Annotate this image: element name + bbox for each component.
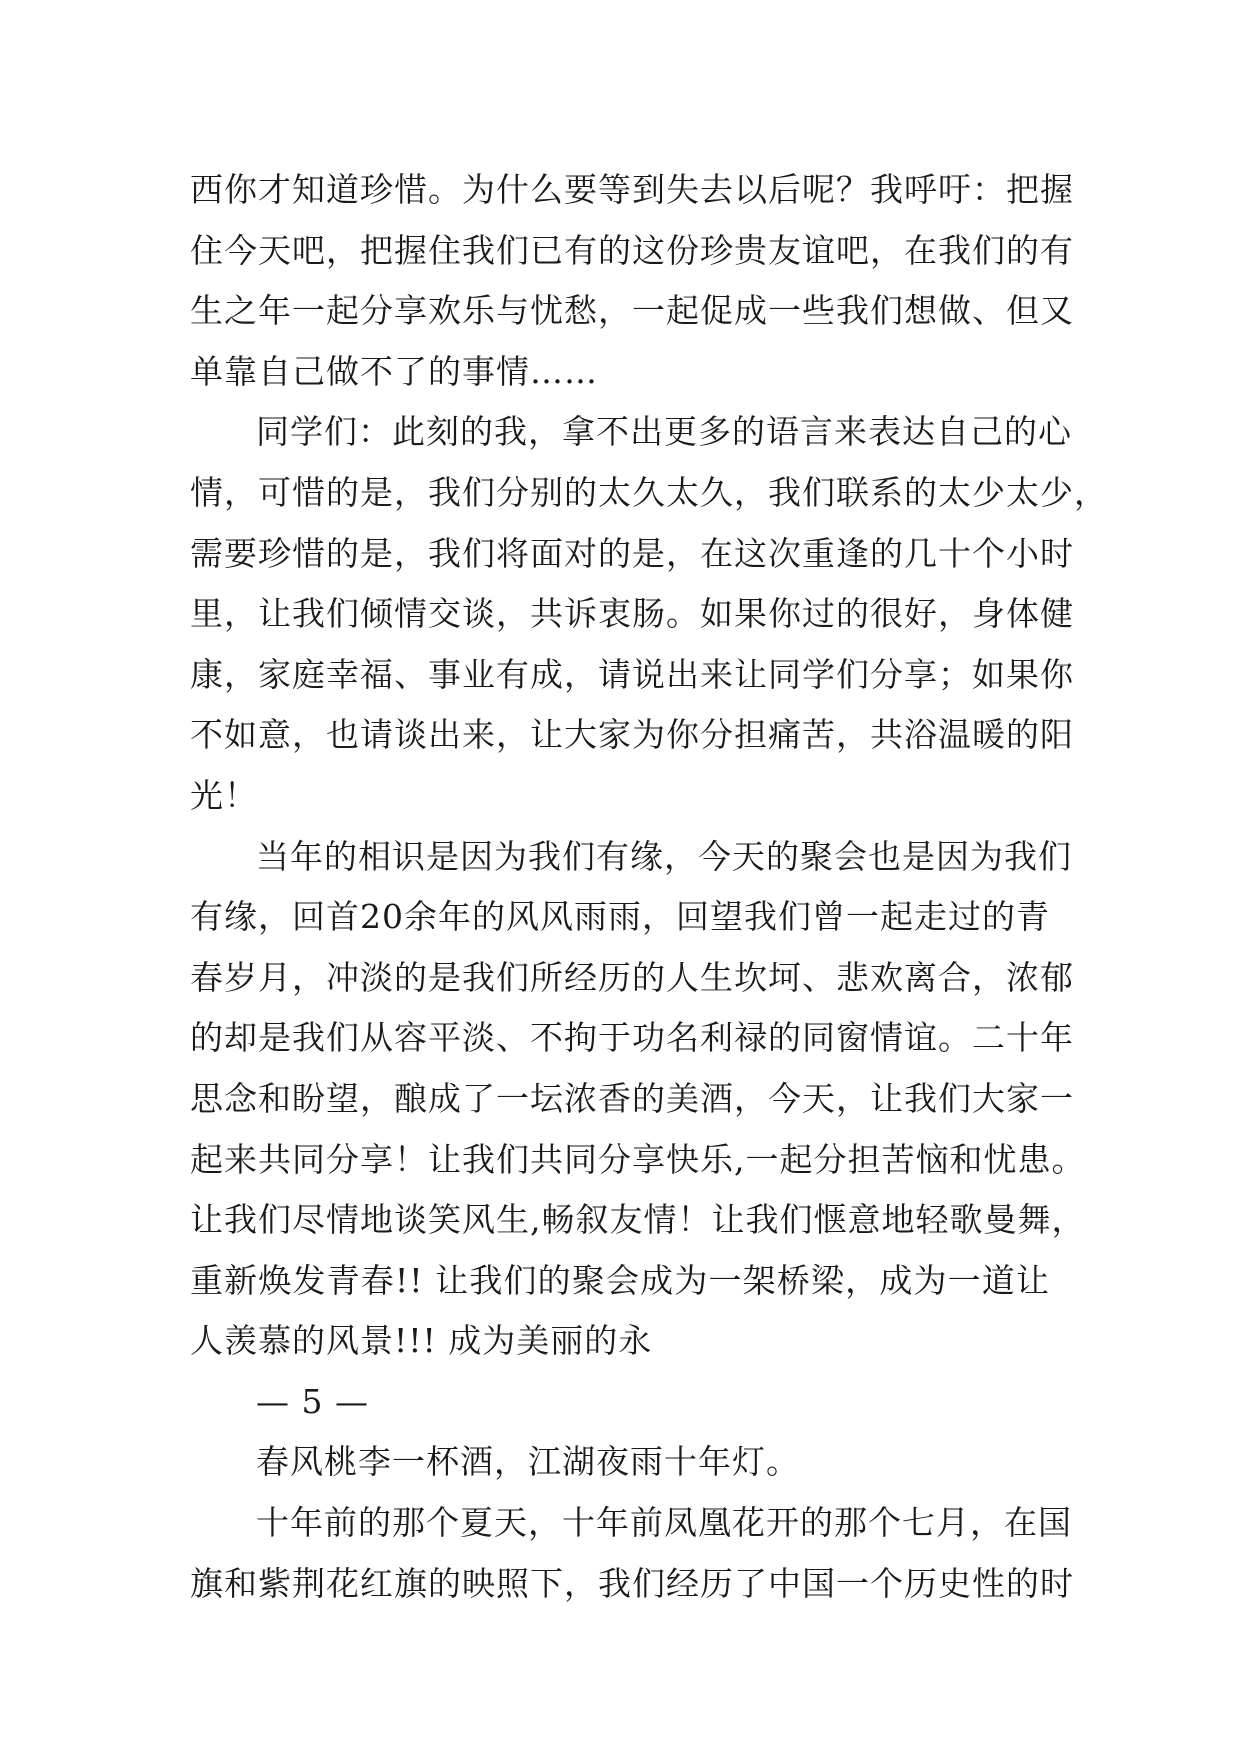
text-line: 住今天吧，把握住我们已有的这份珍贵友谊吧，在我们的有: [190, 230, 1074, 270]
text-line: 康，家庭幸福、事业有成，请说出来让同学们分享；如果你: [190, 654, 1074, 694]
paragraph-first-line: 十年前的那个夏天，十年前凤凰花开的那个七月，在国: [256, 1503, 1072, 1543]
paragraph-first-line: 春风桃李一杯酒，江湖夜雨十年灯。: [256, 1442, 800, 1482]
text-line: 让我们尽情地谈笑风生,畅叙友情！让我们惬意地轻歌曼舞，: [190, 1200, 1086, 1240]
paragraph-first-line: 同学们：此刻的我，拿不出更多的语言来表达自己的心: [256, 412, 1072, 452]
text-line: 重新焕发青春!! 让我们的聚会成为一架桥梁，成为一道让: [190, 1260, 1050, 1300]
text-line: 生之年一起分享欢乐与忧愁，一起促成一些我们想做、但又: [190, 291, 1074, 331]
text-line: 旗和紫荆花红旗的映照下，我们经历了中国一个历史性的时: [190, 1563, 1074, 1603]
text-line: 思念和盼望，酿成了一坛浓香的美酒，今天，让我们大家一: [190, 1078, 1074, 1118]
paragraph-first-line: 当年的相识是因为我们有缘，今天的聚会也是因为我们: [256, 836, 1072, 876]
text-line: 人羡慕的风景!!! 成为美丽的永: [190, 1321, 653, 1361]
text-line: 情，可惜的是，我们分别的太久太久，我们联系的太少太少，: [190, 472, 1108, 512]
text-line: 起来共同分享！让我们共同分享快乐,一起分担苦恼和忧患。: [190, 1139, 1086, 1179]
text-line: 单靠自己做不了的事情……: [190, 351, 598, 391]
text-line: 不如意，也请谈出来，让大家为你分担痛苦，共浴温暖的阳: [190, 715, 1074, 755]
text-line: 有缘，回首20余年的风风雨雨，回望我们曾一起走过的青: [190, 897, 1050, 937]
text-line: 里，让我们倾情交谈，共诉衷肠。如果你过的很好，身体健: [190, 594, 1074, 634]
document-body: [190, 160, 1108, 1614]
text-line: 春岁月，冲淡的是我们所经历的人生坎坷、悲欢离合，浓郁: [190, 957, 1074, 997]
text-line: 的却是我们从容平淡、不拘于功名利禄的同窗情谊。二十年: [190, 1018, 1074, 1058]
text-line: 西你才知道珍惜。为什么要等到失去以后呢？我呼吁：把握: [190, 170, 1074, 209]
page-number: — 5 —: [256, 1381, 369, 1421]
text-line: 需要珍惜的是，我们将面对的是，在这次重逢的几十个小时: [190, 533, 1074, 573]
text-line: 光！: [190, 775, 258, 815]
